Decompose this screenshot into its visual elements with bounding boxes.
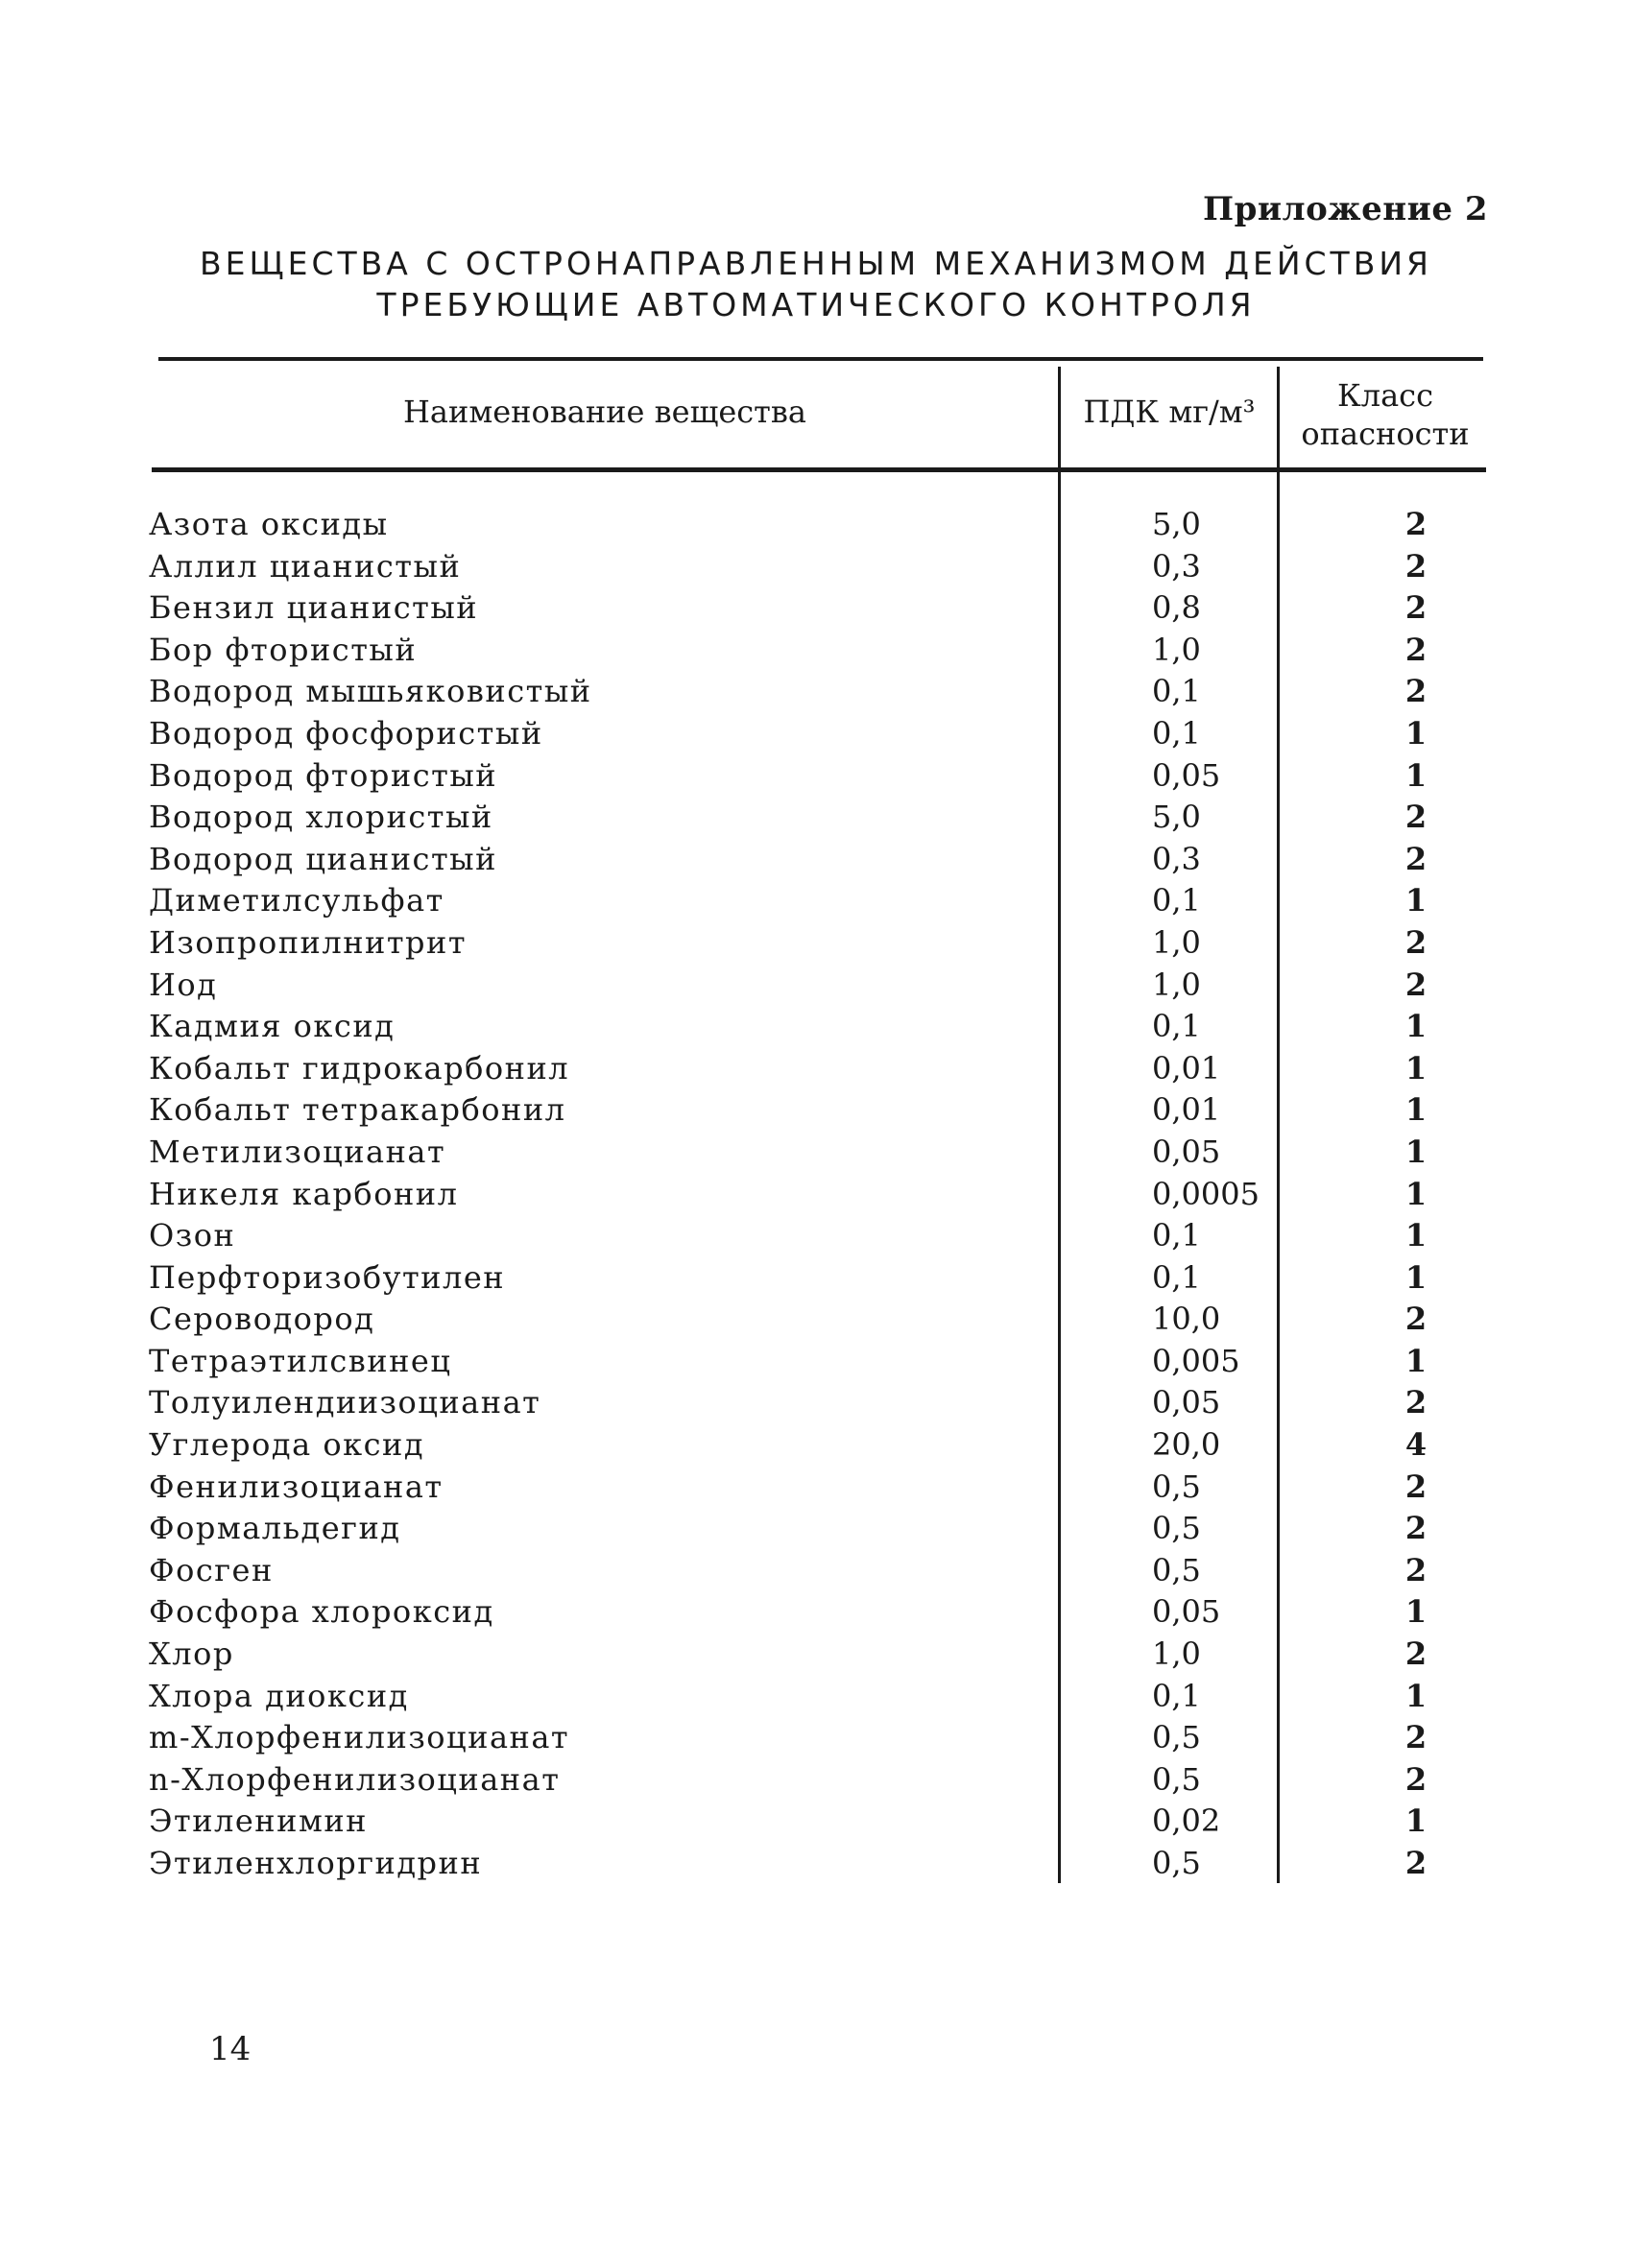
substance-name: Углерода оксид bbox=[149, 1426, 425, 1464]
table-row bbox=[149, 1593, 1493, 1635]
hazard-class-value: 1 bbox=[1404, 1049, 1428, 1086]
substance-name: Водород хлористый bbox=[149, 799, 493, 836]
table-row bbox=[149, 1050, 1493, 1092]
substance-name: Водород мышьяковистый bbox=[149, 673, 592, 710]
table-row bbox=[149, 673, 1493, 715]
pdk-value: 0,1 bbox=[1152, 1677, 1201, 1714]
substance-name: Водород фтористый bbox=[149, 756, 498, 794]
hazard-class-value: 1 bbox=[1404, 1677, 1428, 1714]
hazard-class-value: 2 bbox=[1404, 799, 1428, 836]
hazard-class-value: 1 bbox=[1404, 1802, 1428, 1840]
table-row bbox=[149, 757, 1493, 800]
header-substance-name: Наименование вещества bbox=[403, 394, 806, 430]
table-row bbox=[149, 1259, 1493, 1301]
table-row bbox=[149, 1091, 1493, 1134]
table-row bbox=[149, 1426, 1493, 1468]
pdk-value: 0,05 bbox=[1152, 756, 1221, 794]
table-top-rule bbox=[158, 357, 1483, 361]
hazard-class-value: 1 bbox=[1404, 1258, 1428, 1296]
substance-name: Хлора диоксид bbox=[149, 1677, 409, 1714]
substance-name: Иод bbox=[149, 966, 218, 1003]
table-row bbox=[149, 1802, 1493, 1845]
header-hazard-class-line-1: Класс bbox=[1336, 377, 1433, 414]
substance-name: m-Хлорфенилизоцианат bbox=[149, 1719, 570, 1756]
substance-name: Хлор bbox=[149, 1635, 234, 1673]
pdk-value: 0,5 bbox=[1152, 1719, 1201, 1756]
substance-name: Бензил цианистый bbox=[149, 589, 479, 627]
hazard-class-value: 2 bbox=[1404, 1301, 1428, 1338]
hazard-class-value: 1 bbox=[1404, 714, 1428, 752]
table-row bbox=[149, 1510, 1493, 1552]
hazard-class-value: 2 bbox=[1404, 631, 1428, 668]
hazard-class-value: 2 bbox=[1404, 1468, 1428, 1505]
substance-name: Кобальт гидрокарбонил bbox=[149, 1049, 570, 1086]
page-number: 14 bbox=[209, 2030, 252, 2068]
table-row bbox=[149, 632, 1493, 674]
hazard-class-value: 1 bbox=[1404, 1091, 1428, 1129]
hazard-class-value: 2 bbox=[1404, 966, 1428, 1003]
table-row bbox=[149, 506, 1493, 548]
hazard-class-value: 1 bbox=[1404, 882, 1428, 919]
hazard-class-value: 2 bbox=[1404, 1760, 1428, 1798]
pdk-value: 0,5 bbox=[1152, 1845, 1201, 1881]
substance-name: Этиленхлоргидрин bbox=[149, 1845, 483, 1881]
document-title-line-2: ТРЕБУЮЩИЕ АВТОМАТИЧЕСКОГО КОНТРОЛЯ bbox=[376, 286, 1256, 323]
table-row bbox=[149, 799, 1493, 841]
table-row bbox=[149, 841, 1493, 883]
hazard-class-value: 2 bbox=[1404, 1845, 1428, 1881]
table-row bbox=[149, 1468, 1493, 1511]
pdk-value: 0,0005 bbox=[1152, 1175, 1260, 1212]
table-row bbox=[149, 1301, 1493, 1343]
substance-name: Фенилизоцианат bbox=[149, 1468, 444, 1505]
substance-name: Фосген bbox=[149, 1551, 274, 1588]
table-row bbox=[149, 1134, 1493, 1176]
substance-name: Диметилсульфат bbox=[149, 882, 444, 919]
substance-name: Азота оксиды bbox=[149, 506, 389, 542]
table-row bbox=[149, 1552, 1493, 1594]
hazard-class-value: 1 bbox=[1404, 1133, 1428, 1170]
pdk-value: 1,0 bbox=[1152, 631, 1201, 668]
pdk-value: 20,0 bbox=[1152, 1426, 1221, 1464]
pdk-value: 0,1 bbox=[1152, 1008, 1201, 1045]
pdk-value: 1,0 bbox=[1152, 923, 1201, 961]
substance-name: Этиленимин bbox=[149, 1802, 368, 1840]
table-row bbox=[149, 548, 1493, 590]
pdk-value: 0,05 bbox=[1152, 1133, 1221, 1170]
substance-name: Кобальт тетракарбонил bbox=[149, 1091, 566, 1129]
header-hazard-class-line-2: опасности bbox=[1301, 416, 1470, 452]
pdk-value: 10,0 bbox=[1152, 1301, 1221, 1338]
table-row bbox=[149, 967, 1493, 1009]
table-header-rule bbox=[152, 467, 1486, 472]
substance-name: Водород цианистый bbox=[149, 840, 497, 877]
substance-name: n-Хлорфенилизоцианат bbox=[149, 1760, 561, 1798]
pdk-value: 0,02 bbox=[1152, 1802, 1221, 1840]
header-hazard-class bbox=[1283, 376, 1488, 453]
table-row bbox=[149, 1761, 1493, 1803]
substance-name: Водород фосфористый bbox=[149, 714, 543, 752]
pdk-value: 0,3 bbox=[1152, 547, 1201, 585]
pdk-value: 0,5 bbox=[1152, 1510, 1201, 1547]
substance-name: Бор фтористый bbox=[149, 631, 418, 668]
pdk-value: 0,3 bbox=[1152, 840, 1201, 877]
substance-name: Толуилендиизоцианат bbox=[149, 1384, 541, 1421]
pdk-value: 0,01 bbox=[1152, 1049, 1221, 1086]
header-pdk: ПДК мг/м³ bbox=[1083, 394, 1256, 430]
pdk-value: 5,0 bbox=[1152, 506, 1201, 542]
substance-name: Перфторизобутилен bbox=[149, 1258, 506, 1296]
pdk-value: 0,1 bbox=[1152, 882, 1201, 919]
substance-name: Фосфора хлороксид bbox=[149, 1593, 494, 1631]
hazard-class-value: 1 bbox=[1404, 1217, 1428, 1254]
table-row bbox=[149, 882, 1493, 924]
pdk-value: 0,005 bbox=[1152, 1342, 1240, 1379]
substance-name: Тетраэтилсвинец bbox=[149, 1342, 452, 1379]
hazard-class-value: 2 bbox=[1404, 1551, 1428, 1588]
pdk-value: 0,1 bbox=[1152, 1217, 1201, 1254]
hazard-class-value: 4 bbox=[1404, 1426, 1428, 1464]
pdk-value: 1,0 bbox=[1152, 966, 1201, 1003]
table-row bbox=[149, 1343, 1493, 1385]
pdk-value: 0,1 bbox=[1152, 1258, 1201, 1296]
table-row bbox=[149, 1176, 1493, 1218]
hazard-class-value: 2 bbox=[1404, 1719, 1428, 1756]
table-row bbox=[149, 1217, 1493, 1259]
substance-name: Изопропилнитрит bbox=[149, 923, 468, 961]
pdk-value: 0,5 bbox=[1152, 1760, 1201, 1798]
hazard-class-value: 2 bbox=[1404, 923, 1428, 961]
pdk-value: 0,05 bbox=[1152, 1593, 1221, 1631]
table-row bbox=[149, 1845, 1493, 1887]
pdk-value: 0,5 bbox=[1152, 1468, 1201, 1505]
table-body bbox=[149, 506, 1493, 1887]
table-row bbox=[149, 1719, 1493, 1761]
hazard-class-value: 1 bbox=[1404, 1008, 1428, 1045]
pdk-value: 0,05 bbox=[1152, 1384, 1221, 1421]
substance-name: Кадмия оксид bbox=[149, 1008, 396, 1045]
table-row bbox=[149, 1635, 1493, 1678]
substance-name: Формальдегид bbox=[149, 1510, 401, 1547]
substance-name: Озон bbox=[149, 1217, 236, 1254]
table-row bbox=[149, 589, 1493, 632]
table-row bbox=[149, 1008, 1493, 1050]
hazard-class-value: 1 bbox=[1404, 1593, 1428, 1631]
hazard-class-value: 2 bbox=[1404, 547, 1428, 585]
hazard-class-value: 1 bbox=[1404, 1175, 1428, 1212]
hazard-class-value: 1 bbox=[1404, 1342, 1428, 1379]
pdk-value: 5,0 bbox=[1152, 799, 1201, 836]
pdk-value: 0,01 bbox=[1152, 1091, 1221, 1129]
substance-name: Аллил цианистый bbox=[149, 547, 462, 585]
table-row bbox=[149, 1678, 1493, 1720]
hazard-class-value: 2 bbox=[1404, 1384, 1428, 1421]
pdk-value: 0,1 bbox=[1152, 714, 1201, 752]
table-row bbox=[149, 715, 1493, 757]
hazard-class-value: 2 bbox=[1404, 1510, 1428, 1547]
pdk-value: 0,1 bbox=[1152, 673, 1201, 710]
substance-name: Никеля карбонил bbox=[149, 1175, 459, 1212]
hazard-class-value: 2 bbox=[1404, 673, 1428, 710]
hazard-class-value: 1 bbox=[1404, 756, 1428, 794]
hazard-class-value: 2 bbox=[1404, 1635, 1428, 1673]
table-row bbox=[149, 924, 1493, 967]
hazard-class-value: 2 bbox=[1404, 840, 1428, 877]
table-row bbox=[149, 1384, 1493, 1426]
pdk-value: 1,0 bbox=[1152, 1635, 1201, 1673]
pdk-value: 0,5 bbox=[1152, 1551, 1201, 1588]
hazard-class-value: 2 bbox=[1404, 589, 1428, 627]
appendix-label: Приложение 2 bbox=[1203, 190, 1488, 228]
document-title-line-1: ВЕЩЕСТВА С ОСТРОНАПРАВЛЕННЫМ МЕХАНИЗМОМ ДЕЙСТВИЯ bbox=[200, 245, 1432, 282]
substance-name: Сероводород bbox=[149, 1301, 375, 1338]
substance-name: Метилизоцианат bbox=[149, 1133, 446, 1170]
hazard-class-value: 2 bbox=[1404, 506, 1428, 542]
pdk-value: 0,8 bbox=[1152, 589, 1201, 627]
